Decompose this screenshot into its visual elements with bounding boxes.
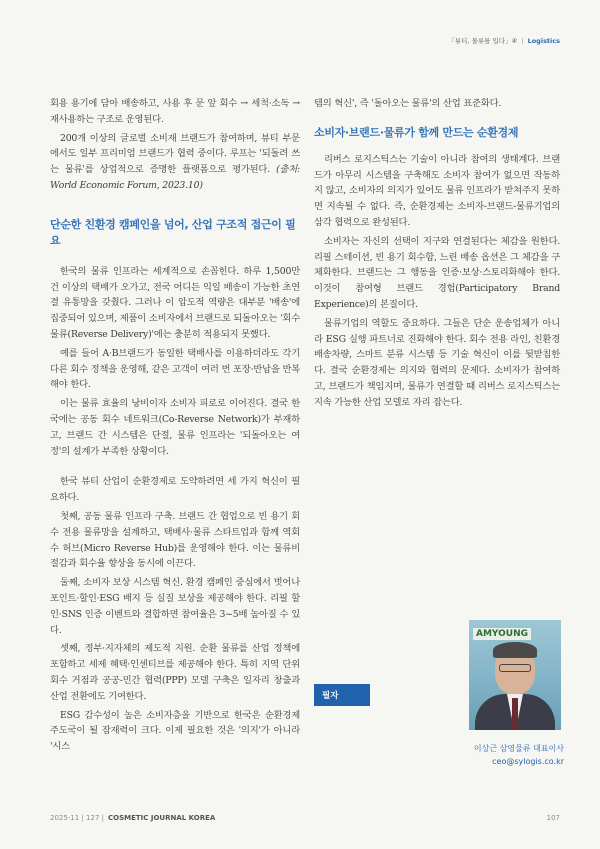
section-heading: 소비자·브랜드·물류가 함께 만드는 순환경제 bbox=[314, 125, 519, 139]
body-paragraph: 둘째, 소비자 보상 시스템 혁신. 환경 캠페인 중심에서 벗어나 포인트·할인·ESG 배지 등 실질 보상을 제공해야 한다. 리필 할인·SNS 인증 이벤트와 결합하면 참여율은 3~5배 높아질 수 있다. bbox=[50, 577, 300, 636]
body-paragraph: 한국 뷰티 산업이 순환경제로 도약하려면 세 가지 혁신이 필요하다. bbox=[50, 476, 300, 504]
series-title: 「뷰티, 물류를 입다」④ bbox=[448, 37, 518, 45]
left-column bbox=[50, 96, 300, 758]
body-paragraph: 리버스 로지스틱스는 기술이 아니라 참여의 생태계다. 브랜드가 아무리 시스템을 구축해도 소비자 참여가 없으면 작동하지 않고, 소비자의 의지가 있어도 물류 인프라가 받쳐주지 못하면 지속될 수 없다. 즉, 순환경제는 소비자-브랜드-물류기업의 삼각 협력으로 완성된다. bbox=[314, 153, 560, 228]
body-paragraph: 예를 들어 A·B브랜드가 동일한 택배사를 이용하더라도 각기 다른 회수 정책을 운영해, 같은 고객이 여러 번 포장·반납을 반복해야 한다. bbox=[50, 347, 300, 391]
running-header bbox=[448, 36, 560, 45]
author-block bbox=[314, 620, 564, 770]
continuation-paragraph: 템의 혁신', 즉 '돌아오는 물류'의 산업 표준화다. bbox=[314, 98, 502, 109]
author-label: 필자 bbox=[314, 684, 370, 706]
issue-info: 2025-11 | 127 | bbox=[50, 814, 105, 822]
body-paragraph: ESG 감수성이 높은 소비자층을 기반으로 한국은 순환경제 주도국이 될 잠재력이 크다. 이제 필요한 것은 '의지'가 아니라 '시스 bbox=[50, 709, 300, 753]
body-paragraph: 소비자는 자신의 선택이 지구와 연결된다는 체감을 원한다. 리필 스테이션, 빈 용기 회수함, 느린 배송 옵션은 그 체감을 구체화한다. 브랜드는 그 행동을 인증·보상·스토리화해야 한다. 이것이 참여형 브랜드 경험(Participatory Brand Experience)의 본질이다. bbox=[314, 235, 560, 310]
page-footer bbox=[50, 814, 215, 822]
body-paragraph: 이는 물류 효율의 낭비이자 소비자 피로로 이어진다. 결국 한국에는 공동 회수 네트워크(Co-Reverse Network)가 부재하고, 브랜드 간 시스템은 단절, 물류 인프라는 '되돌아오는 여정'의 설계가 부족한 상황이다. bbox=[50, 398, 300, 457]
author-name: 이상근 삼영물류 대표이사 bbox=[473, 744, 564, 753]
photo-hair bbox=[493, 642, 537, 658]
intro-paragraph bbox=[50, 131, 300, 194]
section-label: Logistics bbox=[527, 36, 560, 45]
body-paragraph: 첫째, 공동 물류 인프라 구축. 브랜드 간 협업으로 빈 용기 회수 전용 물류망을 설계하고, 택배사·물류 스타트업과 함께 역회수 허브(Micro Reverse Hub)를 운영해야 한다. 이는 물류비 절감과 회수율 향상을 동시에 이끈다. bbox=[50, 510, 300, 570]
author-photo bbox=[469, 620, 561, 730]
intro-text: 200개 이상의 글로벌 소비재 브랜드가 참여하며, 뷰티 부문에서도 일부 프리미엄 브랜드가 협력 중이다. 루프는 '되돌려 쓰는 물류'를 상업적으로 증명한 플랫폼으로 평가된다. bbox=[50, 132, 300, 176]
section-heading: 단순한 친환경 캠페인을 넘어, 산업 구조적 접근이 필요 bbox=[50, 217, 296, 247]
source-note: (출처: World Economic Forum, 2023.10) bbox=[50, 164, 300, 191]
paragraph-gap bbox=[50, 462, 300, 474]
right-column bbox=[314, 96, 560, 414]
photo-sign: AMYOUNG bbox=[473, 628, 531, 640]
header-separator: | bbox=[521, 36, 524, 45]
author-email: ceo@sylogis.co.kr bbox=[492, 757, 564, 766]
intro-paragraph: 회용 용기에 담아 배송하고, 사용 후 문 앞 회수 → 세척·소독 → 재사용하는 구조로 운영된다. bbox=[50, 98, 300, 125]
journal-name: COSMETIC JOURNAL KOREA bbox=[108, 814, 216, 822]
body-paragraph: 한국의 물류 인프라는 세계적으로 손꼽힌다. 하루 1,500만 건 이상의 택배가 오가고, 전국 어디든 익일 배송이 가능한 초연결 유통망을 갖췄다. 그러나 이 압도적 역량은 대부분 '배송'에 집중되어 있으며, 제품이 소비자에서 브랜드로 되돌아오는 '회수 물류(Reverse Delivery)'에는 충분히 적용되지 못했다. bbox=[50, 265, 300, 340]
photo-tie bbox=[512, 698, 518, 730]
page-number: 107 bbox=[546, 814, 560, 822]
body-paragraph: 셋째, 정부·지자체의 제도적 지원. 순환 물류를 산업 정책에 포함하고 세제 혜택·인센티브를 제공해야 한다. 특히 지역 단위 회수 거점과 공공-민간 협력(PPP) 모델 구축은 일자리 창출과 산업 전환에도 기여한다. bbox=[50, 643, 300, 702]
photo-glasses bbox=[499, 664, 531, 672]
body-paragraph: 물류기업의 역할도 중요하다. 그들은 단순 운송업체가 아니라 ESG 실행 파트너로 진화해야 한다. 회수 전용 라인, 친환경 배송차량, 스마트 분류 시스템 등 기술 혁신이 이를 뒷받침한다. 결국 순환경제는 의지와 협력의 문제다. 소비자가 참여하고, 브랜드가 책임지며, 물류가 연결할 때 리버스 로지스틱스는 지속 가능한 산업 모델로 자리 잡는다. bbox=[314, 317, 560, 408]
author-credit bbox=[364, 742, 564, 768]
